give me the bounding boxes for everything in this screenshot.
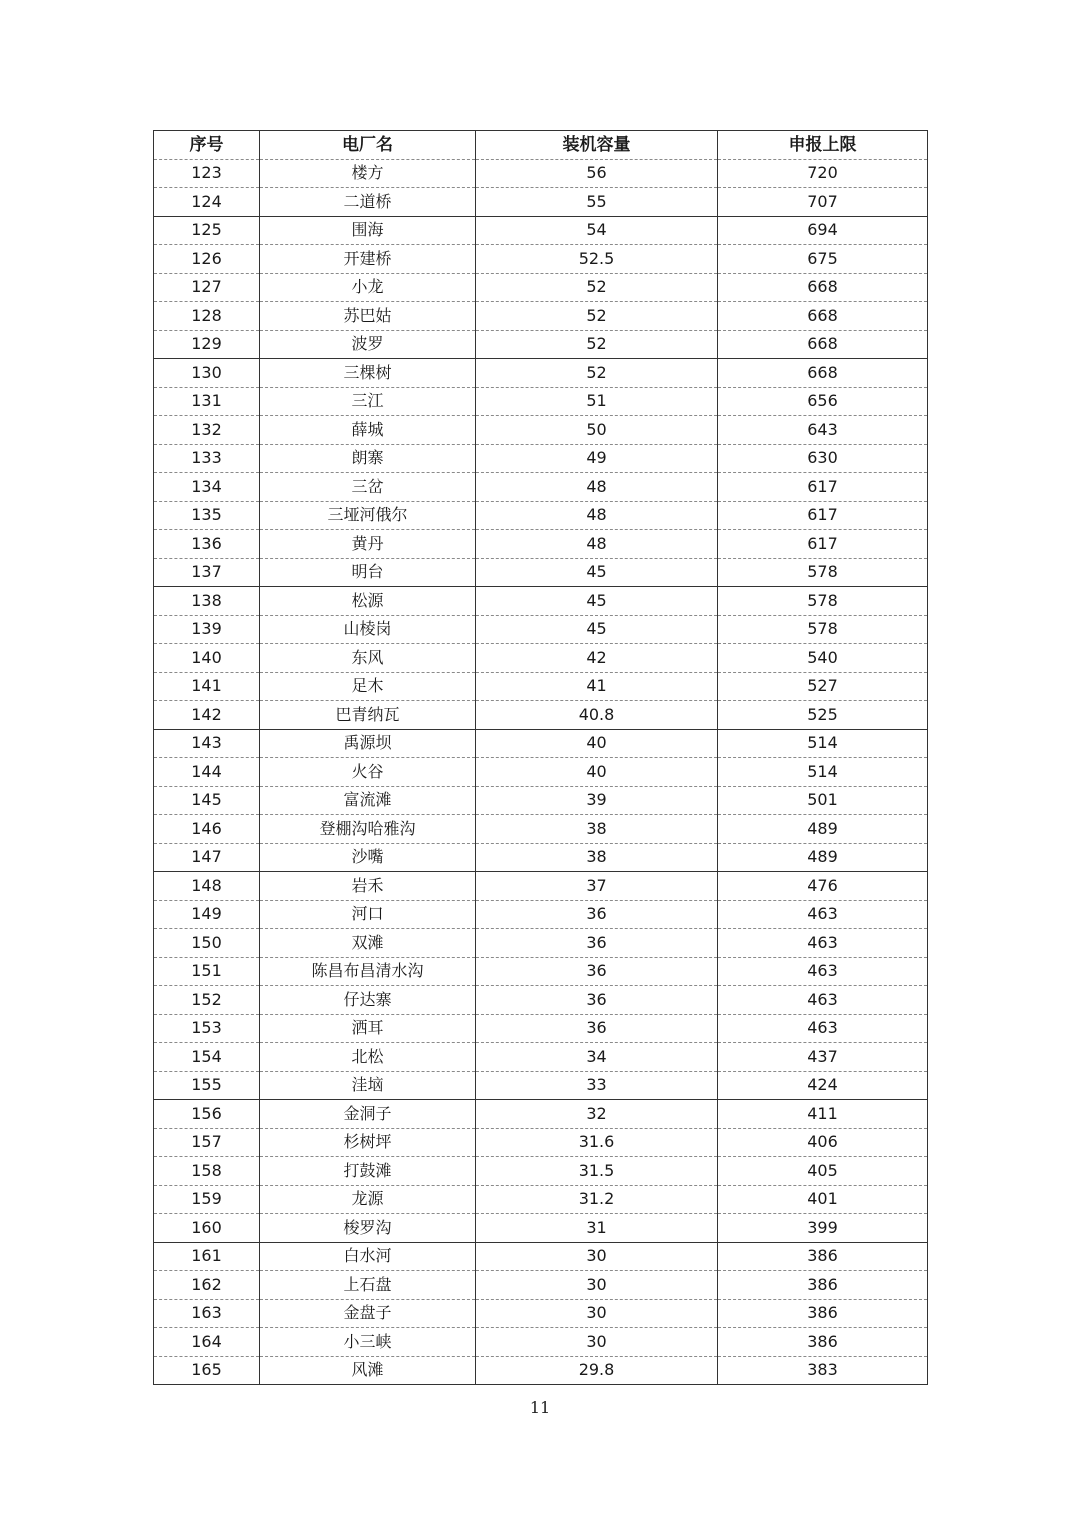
cell-declared-upper-limit: 405 — [718, 1157, 928, 1186]
cell-plant-name: 开建桥 — [260, 245, 476, 274]
cell-serial-number: 123 — [154, 159, 260, 188]
cell-installed-capacity: 45 — [476, 615, 718, 644]
cell-declared-upper-limit: 489 — [718, 843, 928, 872]
cell-serial-number: 156 — [154, 1100, 260, 1129]
table-row — [154, 387, 928, 416]
cell-plant-name: 河口 — [260, 900, 476, 929]
cell-plant-name: 东风 — [260, 644, 476, 673]
table-row — [154, 1043, 928, 1072]
table-row — [154, 1185, 928, 1214]
cell-declared-upper-limit: 656 — [718, 387, 928, 416]
cell-serial-number: 165 — [154, 1356, 260, 1385]
cell-declared-upper-limit: 424 — [718, 1071, 928, 1100]
cell-declared-upper-limit: 527 — [718, 672, 928, 701]
cell-serial-number: 129 — [154, 330, 260, 359]
table-row — [154, 644, 928, 673]
cell-serial-number: 128 — [154, 302, 260, 331]
cell-plant-name: 金盘子 — [260, 1299, 476, 1328]
cell-serial-number: 131 — [154, 387, 260, 416]
table-row — [154, 216, 928, 245]
cell-serial-number: 136 — [154, 530, 260, 559]
table-row — [154, 957, 928, 986]
cell-plant-name: 龙源 — [260, 1185, 476, 1214]
cell-declared-upper-limit: 668 — [718, 273, 928, 302]
cell-declared-upper-limit: 668 — [718, 330, 928, 359]
cell-installed-capacity: 40.8 — [476, 701, 718, 730]
cell-serial-number: 127 — [154, 273, 260, 302]
cell-installed-capacity: 42 — [476, 644, 718, 673]
cell-serial-number: 135 — [154, 501, 260, 530]
cell-installed-capacity: 48 — [476, 530, 718, 559]
cell-plant-name: 三垭河俄尔 — [260, 501, 476, 530]
cell-installed-capacity: 52.5 — [476, 245, 718, 274]
cell-serial-number: 153 — [154, 1014, 260, 1043]
cell-installed-capacity: 48 — [476, 473, 718, 502]
cell-installed-capacity: 52 — [476, 273, 718, 302]
table-row — [154, 786, 928, 815]
table-row — [154, 1271, 928, 1300]
cell-serial-number: 159 — [154, 1185, 260, 1214]
table-header-row — [154, 131, 928, 160]
cell-plant-name: 仔达寨 — [260, 986, 476, 1015]
cell-plant-name: 打鼓滩 — [260, 1157, 476, 1186]
cell-plant-name: 梭罗沟 — [260, 1214, 476, 1243]
cell-plant-name: 金洞子 — [260, 1100, 476, 1129]
cell-serial-number: 150 — [154, 929, 260, 958]
cell-plant-name: 杉树坪 — [260, 1128, 476, 1157]
cell-declared-upper-limit: 437 — [718, 1043, 928, 1072]
header-serial-number: 序号 — [154, 131, 260, 160]
table-row — [154, 159, 928, 188]
table-row — [154, 986, 928, 1015]
cell-plant-name: 北松 — [260, 1043, 476, 1072]
cell-declared-upper-limit: 401 — [718, 1185, 928, 1214]
table-row — [154, 758, 928, 787]
table-row — [154, 1299, 928, 1328]
table-row — [154, 1014, 928, 1043]
table-row — [154, 473, 928, 502]
cell-declared-upper-limit: 617 — [718, 530, 928, 559]
cell-declared-upper-limit: 399 — [718, 1214, 928, 1243]
cell-serial-number: 141 — [154, 672, 260, 701]
cell-declared-upper-limit: 514 — [718, 758, 928, 787]
table-row — [154, 1242, 928, 1271]
cell-plant-name: 朗寨 — [260, 444, 476, 473]
cell-installed-capacity: 30 — [476, 1242, 718, 1271]
cell-plant-name: 三岔 — [260, 473, 476, 502]
table-body — [154, 159, 928, 1385]
cell-serial-number: 137 — [154, 558, 260, 587]
cell-declared-upper-limit: 386 — [718, 1299, 928, 1328]
cell-serial-number: 155 — [154, 1071, 260, 1100]
table-row — [154, 330, 928, 359]
cell-serial-number: 133 — [154, 444, 260, 473]
table-row — [154, 1214, 928, 1243]
cell-serial-number: 151 — [154, 957, 260, 986]
cell-installed-capacity: 33 — [476, 1071, 718, 1100]
header-installed-capacity: 装机容量 — [476, 131, 718, 160]
cell-declared-upper-limit: 675 — [718, 245, 928, 274]
cell-serial-number: 139 — [154, 615, 260, 644]
cell-declared-upper-limit: 463 — [718, 986, 928, 1015]
cell-serial-number: 125 — [154, 216, 260, 245]
cell-plant-name: 山棱岗 — [260, 615, 476, 644]
cell-plant-name: 松源 — [260, 587, 476, 616]
cell-installed-capacity: 36 — [476, 986, 718, 1015]
cell-plant-name: 黄丹 — [260, 530, 476, 559]
table-row — [154, 273, 928, 302]
cell-serial-number: 144 — [154, 758, 260, 787]
cell-serial-number: 145 — [154, 786, 260, 815]
cell-plant-name: 陈昌布昌清水沟 — [260, 957, 476, 986]
cell-plant-name: 足木 — [260, 672, 476, 701]
cell-declared-upper-limit: 630 — [718, 444, 928, 473]
cell-installed-capacity: 30 — [476, 1328, 718, 1357]
cell-installed-capacity: 49 — [476, 444, 718, 473]
table-row — [154, 729, 928, 758]
cell-plant-name: 岩禾 — [260, 872, 476, 901]
cell-serial-number: 134 — [154, 473, 260, 502]
cell-installed-capacity: 51 — [476, 387, 718, 416]
cell-installed-capacity: 40 — [476, 758, 718, 787]
cell-declared-upper-limit: 578 — [718, 587, 928, 616]
cell-installed-capacity: 41 — [476, 672, 718, 701]
cell-plant-name: 苏巴姑 — [260, 302, 476, 331]
cell-declared-upper-limit: 463 — [718, 929, 928, 958]
cell-installed-capacity: 34 — [476, 1043, 718, 1072]
cell-plant-name: 洼垴 — [260, 1071, 476, 1100]
cell-declared-upper-limit: 643 — [718, 416, 928, 445]
cell-installed-capacity: 30 — [476, 1299, 718, 1328]
cell-declared-upper-limit: 668 — [718, 359, 928, 388]
cell-plant-name: 巴青纳瓦 — [260, 701, 476, 730]
cell-installed-capacity: 36 — [476, 957, 718, 986]
cell-plant-name: 禹源坝 — [260, 729, 476, 758]
table-row — [154, 1071, 928, 1100]
cell-plant-name: 楼方 — [260, 159, 476, 188]
cell-plant-name: 三江 — [260, 387, 476, 416]
cell-declared-upper-limit: 386 — [718, 1328, 928, 1357]
table-row — [154, 1128, 928, 1157]
cell-installed-capacity: 36 — [476, 1014, 718, 1043]
power-plant-table — [153, 130, 928, 1385]
cell-declared-upper-limit: 617 — [718, 501, 928, 530]
table-row — [154, 843, 928, 872]
cell-plant-name: 白水河 — [260, 1242, 476, 1271]
cell-installed-capacity: 45 — [476, 558, 718, 587]
cell-installed-capacity: 31 — [476, 1214, 718, 1243]
cell-serial-number: 143 — [154, 729, 260, 758]
cell-serial-number: 158 — [154, 1157, 260, 1186]
cell-installed-capacity: 36 — [476, 900, 718, 929]
cell-installed-capacity: 54 — [476, 216, 718, 245]
table-row — [154, 359, 928, 388]
cell-serial-number: 126 — [154, 245, 260, 274]
cell-plant-name: 沙嘴 — [260, 843, 476, 872]
cell-serial-number: 154 — [154, 1043, 260, 1072]
cell-plant-name: 风滩 — [260, 1356, 476, 1385]
cell-serial-number: 148 — [154, 872, 260, 901]
cell-installed-capacity: 29.8 — [476, 1356, 718, 1385]
table-row — [154, 615, 928, 644]
cell-installed-capacity: 32 — [476, 1100, 718, 1129]
cell-serial-number: 124 — [154, 188, 260, 217]
table-row — [154, 444, 928, 473]
cell-serial-number: 163 — [154, 1299, 260, 1328]
cell-declared-upper-limit: 501 — [718, 786, 928, 815]
cell-installed-capacity: 31.6 — [476, 1128, 718, 1157]
cell-plant-name: 三棵树 — [260, 359, 476, 388]
cell-installed-capacity: 56 — [476, 159, 718, 188]
cell-installed-capacity: 40 — [476, 729, 718, 758]
table-row — [154, 672, 928, 701]
cell-installed-capacity: 37 — [476, 872, 718, 901]
table-row — [154, 416, 928, 445]
cell-installed-capacity: 38 — [476, 843, 718, 872]
cell-declared-upper-limit: 383 — [718, 1356, 928, 1385]
cell-installed-capacity: 48 — [476, 501, 718, 530]
cell-declared-upper-limit: 694 — [718, 216, 928, 245]
cell-plant-name: 二道桥 — [260, 188, 476, 217]
cell-declared-upper-limit: 463 — [718, 900, 928, 929]
cell-serial-number: 130 — [154, 359, 260, 388]
cell-plant-name: 围海 — [260, 216, 476, 245]
cell-declared-upper-limit: 386 — [718, 1271, 928, 1300]
cell-declared-upper-limit: 406 — [718, 1128, 928, 1157]
cell-serial-number: 140 — [154, 644, 260, 673]
cell-plant-name: 富流滩 — [260, 786, 476, 815]
table-row — [154, 1100, 928, 1129]
cell-declared-upper-limit: 411 — [718, 1100, 928, 1129]
cell-installed-capacity: 55 — [476, 188, 718, 217]
table-row — [154, 1356, 928, 1385]
cell-declared-upper-limit: 720 — [718, 159, 928, 188]
cell-serial-number: 157 — [154, 1128, 260, 1157]
cell-plant-name: 火谷 — [260, 758, 476, 787]
cell-declared-upper-limit: 386 — [718, 1242, 928, 1271]
cell-installed-capacity: 30 — [476, 1271, 718, 1300]
cell-installed-capacity: 52 — [476, 330, 718, 359]
cell-installed-capacity: 31.2 — [476, 1185, 718, 1214]
cell-serial-number: 132 — [154, 416, 260, 445]
table-row — [154, 929, 928, 958]
cell-declared-upper-limit: 578 — [718, 615, 928, 644]
header-plant-name: 电厂名 — [260, 131, 476, 160]
cell-installed-capacity: 39 — [476, 786, 718, 815]
table-row — [154, 302, 928, 331]
header-declared-upper-limit: 申报上限 — [718, 131, 928, 160]
cell-serial-number: 160 — [154, 1214, 260, 1243]
table-row — [154, 587, 928, 616]
cell-serial-number: 149 — [154, 900, 260, 929]
cell-plant-name: 双滩 — [260, 929, 476, 958]
cell-declared-upper-limit: 463 — [718, 957, 928, 986]
cell-plant-name: 明台 — [260, 558, 476, 587]
cell-serial-number: 142 — [154, 701, 260, 730]
cell-plant-name: 小龙 — [260, 273, 476, 302]
table-row — [154, 701, 928, 730]
cell-serial-number: 164 — [154, 1328, 260, 1357]
cell-declared-upper-limit: 707 — [718, 188, 928, 217]
cell-installed-capacity: 52 — [476, 302, 718, 331]
cell-declared-upper-limit: 668 — [718, 302, 928, 331]
table-row — [154, 558, 928, 587]
table-row — [154, 501, 928, 530]
cell-serial-number: 162 — [154, 1271, 260, 1300]
table-row — [154, 1157, 928, 1186]
cell-declared-upper-limit: 617 — [718, 473, 928, 502]
table-row — [154, 872, 928, 901]
cell-declared-upper-limit: 525 — [718, 701, 928, 730]
table-row — [154, 530, 928, 559]
cell-plant-name: 小三峡 — [260, 1328, 476, 1357]
cell-serial-number: 147 — [154, 843, 260, 872]
cell-serial-number: 161 — [154, 1242, 260, 1271]
cell-installed-capacity: 36 — [476, 929, 718, 958]
cell-plant-name: 上石盘 — [260, 1271, 476, 1300]
cell-serial-number: 146 — [154, 815, 260, 844]
cell-installed-capacity: 50 — [476, 416, 718, 445]
cell-declared-upper-limit: 578 — [718, 558, 928, 587]
cell-installed-capacity: 52 — [476, 359, 718, 388]
cell-serial-number: 138 — [154, 587, 260, 616]
cell-declared-upper-limit: 540 — [718, 644, 928, 673]
table-row — [154, 188, 928, 217]
cell-plant-name: 洒耳 — [260, 1014, 476, 1043]
table-row — [154, 900, 928, 929]
cell-installed-capacity: 38 — [476, 815, 718, 844]
table-row — [154, 1328, 928, 1357]
cell-plant-name: 波罗 — [260, 330, 476, 359]
cell-declared-upper-limit: 514 — [718, 729, 928, 758]
cell-installed-capacity: 31.5 — [476, 1157, 718, 1186]
cell-declared-upper-limit: 489 — [718, 815, 928, 844]
cell-declared-upper-limit: 476 — [718, 872, 928, 901]
page-number: 11 — [529, 1398, 551, 1417]
cell-serial-number: 152 — [154, 986, 260, 1015]
cell-plant-name: 薛城 — [260, 416, 476, 445]
cell-plant-name: 登棚沟哈雅沟 — [260, 815, 476, 844]
table-row — [154, 815, 928, 844]
cell-declared-upper-limit: 463 — [718, 1014, 928, 1043]
table-row — [154, 245, 928, 274]
cell-installed-capacity: 45 — [476, 587, 718, 616]
